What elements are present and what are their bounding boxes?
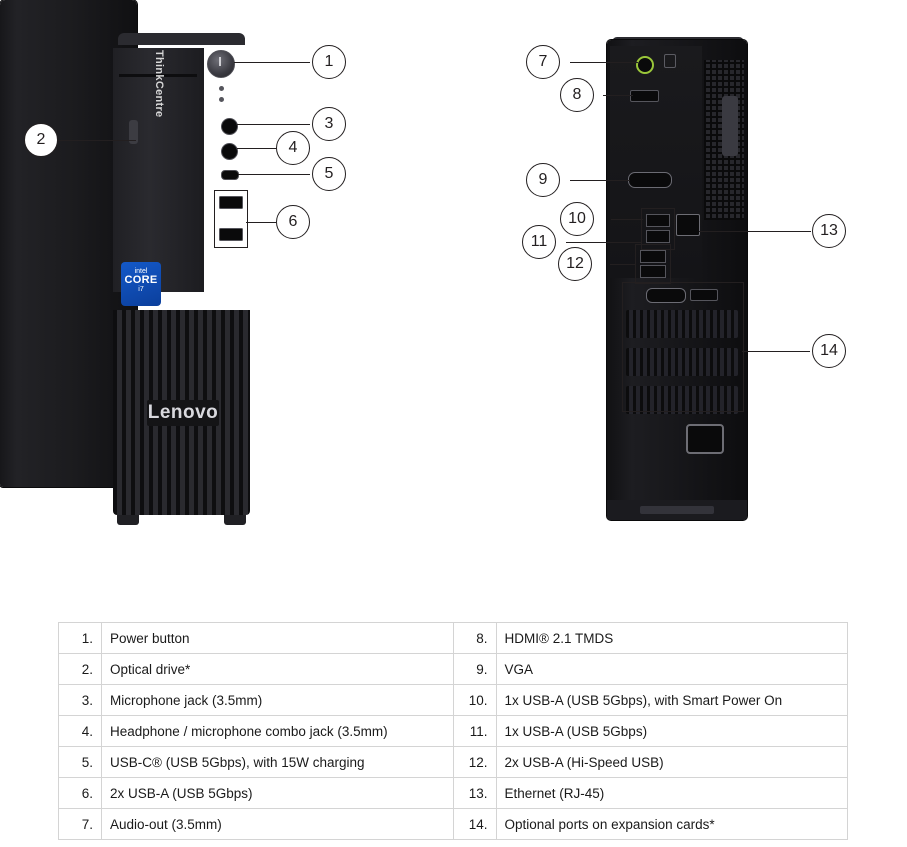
power-supply-socket [686,424,724,454]
legend-number: 14. [453,809,496,840]
legend-number: 5. [59,747,102,778]
lenovo-logo: Lenovo [147,400,219,426]
legend-number: 11. [453,716,496,747]
intel-badge-tier: i7 [138,286,144,293]
rear-usb-a-pair-highlight-bottom [635,244,671,284]
legend-number: 1. [59,623,102,654]
leader-line-5 [238,174,310,175]
legend-number: 2. [59,654,102,685]
legend-description: Audio-out (3.5mm) [102,809,454,840]
table-row [59,654,848,685]
legend-number: 3. [59,685,102,716]
leader-line-6 [246,222,276,223]
leader-line-7 [570,62,638,63]
callout-3: 3 [312,107,346,141]
ethernet-rj45-port [676,214,700,236]
callout-6: 6 [276,205,310,239]
security-lock-slot-icon [664,54,676,68]
legend-number: 7. [59,809,102,840]
legend-number: 13. [453,778,496,809]
leader-line-2 [58,140,136,141]
callout-12: 12 [558,247,592,281]
legend-number: 10. [453,685,496,716]
legend-description: USB-C® (USB 5Gbps), with 15W charging [102,747,454,778]
callout-9: 9 [526,163,560,197]
microphone-jack-port [221,118,238,135]
legend-description: Microphone jack (3.5mm) [102,685,454,716]
leader-line-3 [237,124,310,125]
rear-cover-handle [722,96,738,156]
headphone-microphone-combo-jack-port [221,143,238,160]
leader-line-11 [566,242,642,243]
table-row [59,747,848,778]
callout-4: 4 [276,131,310,165]
callout-5: 5 [312,157,346,191]
legend-description: Optional ports on expansion cards* [496,809,847,840]
front-usb-a-group-highlight [214,190,248,248]
table-row [59,809,848,840]
legend-description: Headphone / microphone combo jack (3.5mm) [102,716,454,747]
legend-number: 9. [453,654,496,685]
expansion-cards-highlight [622,282,744,412]
callout-10: 10 [560,202,594,236]
legend-number: 12. [453,747,496,778]
leader-line-1 [234,62,310,63]
leader-line-12 [610,264,636,265]
front-foot-right [224,515,246,525]
table-row [59,778,848,809]
legend-description: Optical drive* [102,654,454,685]
legend-description: HDMI® 2.1 TMDS [496,623,847,654]
hdmi-port [630,90,659,102]
callout-8: 8 [560,78,594,112]
intel-badge-family: CORE [124,274,158,286]
vga-port [628,172,672,188]
leader-line-9 [570,180,630,181]
front-chassis-top-cap [118,33,245,45]
leader-line-14 [742,351,810,352]
table-row [59,623,848,654]
legend-number: 6. [59,778,102,809]
front-status-leds [212,86,232,108]
callout-7: 7 [526,45,560,79]
legend-number: 4. [59,716,102,747]
callout-1: 1 [312,45,346,79]
legend-description: 1x USB-A (USB 5Gbps) [496,716,847,747]
legend-description: 2x USB-A (Hi-Speed USB) [496,747,847,778]
legend-description: VGA [496,654,847,685]
leader-line-13 [699,231,811,232]
intel-badge-brand: intel [134,268,148,275]
callout-2: 2 [24,123,58,157]
rear-base-strip [640,506,714,514]
audio-out-port [636,56,654,74]
callout-11: 11 [522,225,556,259]
legend-description: Ethernet (RJ-45) [496,778,847,809]
legend-number: 8. [453,623,496,654]
power-button [207,50,235,78]
intel-core-badge [121,262,161,306]
table-row [59,685,848,716]
legend-description: Power button [102,623,454,654]
port-legend-table [58,622,848,840]
legend-description: 1x USB-A (USB 5Gbps), with Smart Power On [496,685,847,716]
thinkcentre-brand-label: ThinkCentre [153,50,165,118]
usb-c-port [221,170,239,180]
callout-13: 13 [812,214,846,248]
table-row [59,716,848,747]
legend-description: 2x USB-A (USB 5Gbps) [102,778,454,809]
callout-14: 14 [812,334,846,368]
front-foot-left [117,515,139,525]
leader-line-8 [603,95,633,96]
leader-line-10 [611,219,643,220]
